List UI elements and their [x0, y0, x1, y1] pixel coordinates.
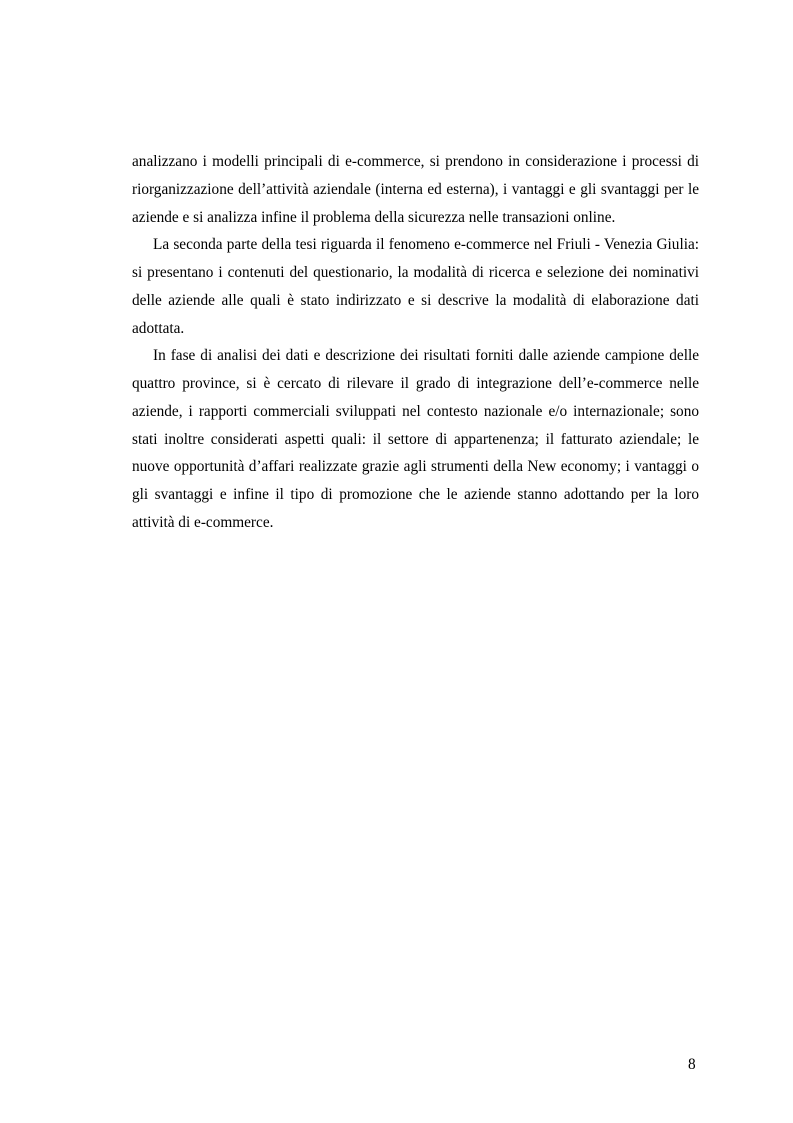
- paragraph-second-part: La seconda parte della tesi riguarda il fenomeno e-commerce nel Friuli - Venezia Giulia: si presentano i contenuti del questionario, la modalità di ricerca e selezione dei nominativi delle aziende alle quali è stato indirizzato e si descrive la modalità di elaborazione dati adottata.: [132, 236, 699, 337]
- body-text: [132, 148, 699, 537]
- page-number: 8: [688, 1056, 696, 1073]
- paragraph-continuation: analizzano i modelli principali di e-commerce, si prendono in considerazione i processi di riorganizzazione dell’attività aziendale (interna ed esterna), i vantaggi e gli svantaggi per le aziende e si analizza infine il problema della sicurezza nelle transazioni online.: [132, 153, 699, 226]
- paragraph-analysis: In fase di analisi dei dati e descrizione dei risultati forniti dalle aziende campione delle quattro province, si è cercato di rilevare il grado di integrazione dell’e-commerce nelle aziende, i rapporti commerciali sviluppati nel contesto nazionale e/o internazionale; sono stati inoltre considerati aspetti quali: il settore di appartenenza; il fatturato aziendale; le nuove opportunità d’affari realizzate grazie agli strumenti della New economy; i vantaggi o gli svantaggi e infine il tipo di promozione che le aziende stanno adottando per la loro attività di e-commerce.: [132, 347, 699, 531]
